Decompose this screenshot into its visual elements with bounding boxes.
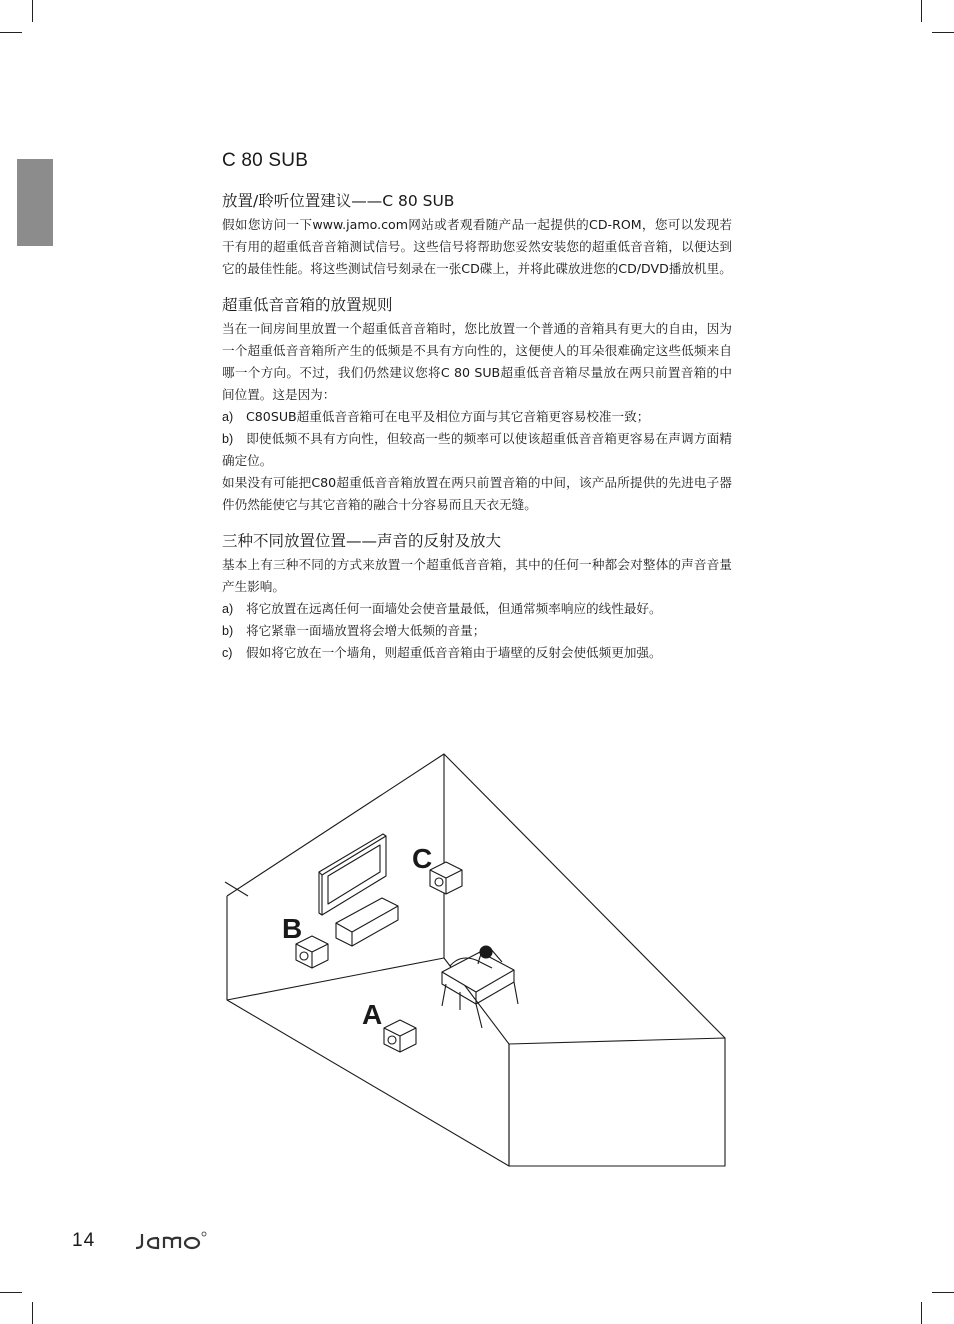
list-text: 假如将它放在一个墙角，则超重低音音箱由于墙壁的反射会使低频更加强。 [246, 645, 662, 660]
list-marker: c) [222, 646, 233, 660]
crop-mark-tr-v [921, 0, 922, 22]
list-text: C80SUB超重低音音箱可在电平及相位方面与其它音箱更容易校准一致； [246, 409, 650, 424]
page-number: 14 [72, 1230, 96, 1251]
paragraph: 基本上有三种不同的方式来放置一个超重低音音箱，其中的任何一种都会对整体的声音音量产生影响。 [222, 557, 732, 594]
label-b: B [282, 913, 303, 944]
page-title: C 80 SUB [222, 150, 309, 171]
label-a: A [362, 999, 383, 1030]
label-c: C [412, 843, 433, 874]
crop-mark-tl-h [0, 32, 22, 33]
section-heading: 放置/聆听位置建议——C 80 SUB [222, 192, 455, 210]
subwoofer-a-icon [384, 1020, 416, 1052]
section-placement-advice [222, 190, 732, 280]
crop-mark-tr-h [932, 32, 954, 33]
room-front-edge [509, 1038, 725, 1166]
crop-mark-tl-v [32, 0, 33, 22]
jamo-logo [130, 1226, 210, 1254]
crop-mark-br-h [932, 1292, 954, 1293]
room-placement-illustration [220, 748, 740, 1168]
list-text: 即使低频不具有方向性，但较高一些的频率可以使该超重低音音箱更容易在声调方面精确定位。 [222, 431, 732, 468]
list-marker: b) [222, 624, 234, 638]
crop-mark-br-v [921, 1302, 922, 1324]
room-back-wall-right [444, 754, 725, 1038]
tv-bench-icon [336, 898, 398, 946]
paragraph: 假如您访问一下www.jamo.com网站或者观看随产品一起提供的CD-ROM，您可以发现若干有用的超重低音音箱测试信号。这些信号将帮助您妥然安装您的超重低音音箱，以便达到它的最佳性能。将这些测试信号刻录在一张CD碟上，并将此碟放进您的CD/DVD播放机里。 [222, 217, 732, 276]
list-text: 将它放置在远离任何一面墙处会使音量最低，但通常频率响应的线性最好。 [246, 601, 662, 616]
section-three-positions [222, 530, 732, 664]
list-item [222, 428, 732, 472]
list-marker: b) [222, 432, 234, 446]
paragraph: 如果没有可能把C80超重低音音箱放置在两只前置音箱的中间，该产品所提供的先进电子器件仍然能使它与其它音箱的融合十分容易而且天衣无缝。 [222, 475, 732, 512]
language-tab [17, 159, 53, 246]
list-item [222, 406, 732, 428]
list-marker: a) [222, 410, 234, 424]
listener-armchair-icon [442, 946, 518, 1028]
crop-mark-bl-v [32, 1302, 33, 1324]
crop-mark-bl-h [0, 1292, 22, 1293]
main-content [222, 150, 732, 678]
subwoofer-c-icon [430, 862, 462, 894]
list-marker: a) [222, 602, 234, 616]
paragraph: 当在一间房间里放置一个超重低音音箱时，您比放置一个普通的音箱具有更大的自由，因为一个超重低音音箱所产生的低频是不具有方向性的，这便使人的耳朵很难确定这些低频来自哪一个方向。不过，我们仍然建议您将C 80 SUB超重低音音箱尽量放在两只前置音箱的中间位置。这是因为： [222, 321, 732, 402]
list-item [222, 598, 732, 620]
section-placement-rules [222, 294, 732, 516]
section-heading: 超重低音音箱的放置规则 [222, 296, 393, 314]
list-item [222, 620, 732, 642]
list-item [222, 642, 732, 664]
section-heading: 三种不同放置位置——声音的反射及放大 [222, 532, 502, 550]
list-text: 将它紧靠一面墙放置将会增大低频的音量； [246, 623, 486, 638]
